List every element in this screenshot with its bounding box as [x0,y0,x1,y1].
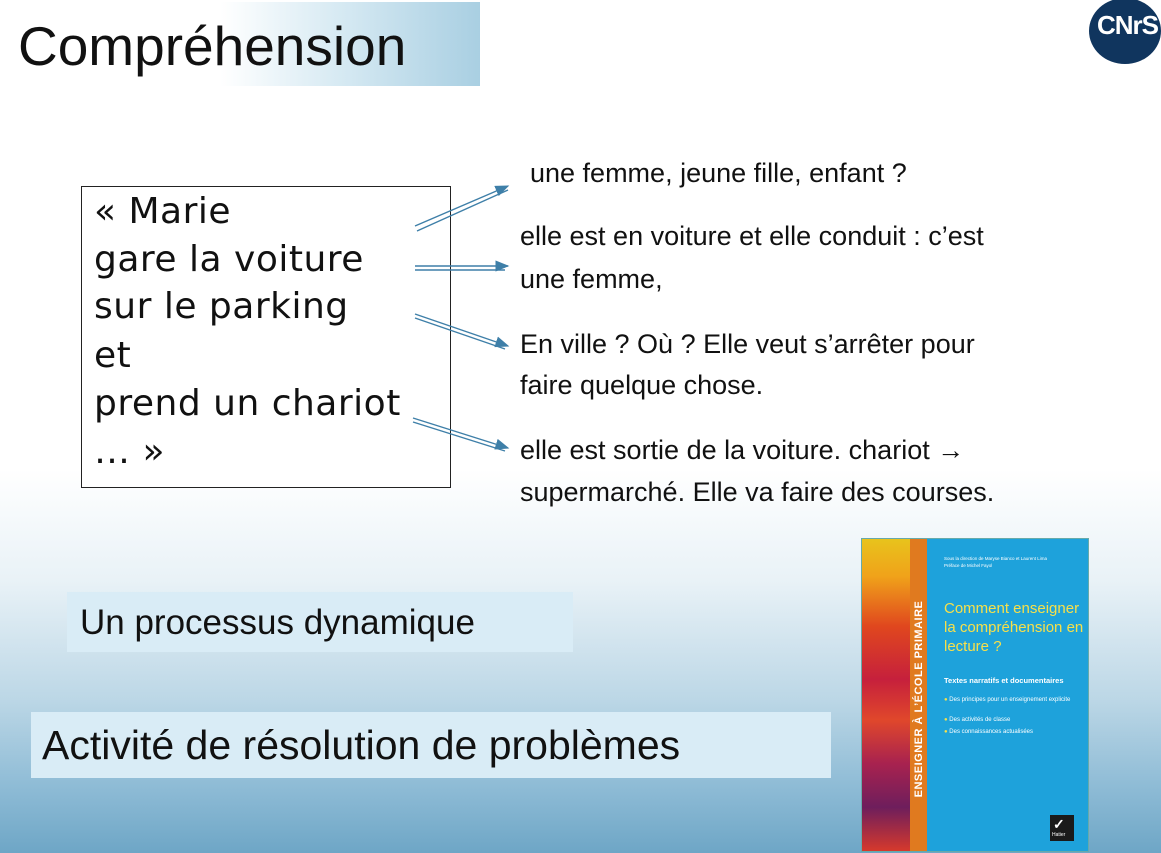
quote-line: prend un chariot [94,383,401,424]
book-bullet-text: Des activités de classe [949,717,1011,723]
book-title: Comment enseigner la compréhension en lecture ? [944,600,1084,655]
book-bullet: ● Des connaissances actualisées [944,729,1034,735]
book-preface: Préface de Michel Fayol [944,563,993,568]
quote-line: … » [94,431,165,472]
inference-2-line: elle est en voiture et elle conduit : c’est [520,221,984,251]
inference-3-line: faire quelque chose. [520,370,764,400]
page-title: Compréhension [18,15,407,77]
book-series: ENSEIGNER À L’ÉCOLE PRIMAIRE [913,600,925,798]
process-label: Un processus dynamique [80,603,475,642]
book-bullet: ● Des activités de classe [944,717,1011,723]
hatier-logo [1050,815,1074,841]
inference-2-line: une femme, [520,264,663,294]
quote-line: gare la voiture [94,239,364,280]
book-subtitle: Textes narratifs et documentaires [944,676,1064,685]
book-bullet-text: Des connaissances actualisées [949,729,1034,735]
activity-label: Activité de résolution de problèmes [42,722,681,768]
book-bullet: ● Des principes pour un enseignement explicite [944,697,1071,703]
quote-line: et [94,335,132,376]
check-icon: ✓ [1053,816,1065,832]
book-bullet-text: Des principes pour un enseignement explicite [949,697,1071,703]
book-direction: Sous la direction de Maryse Bianco et Laurent Lima [944,556,1048,561]
quote-box [81,186,451,488]
quote-line: « Marie [94,191,232,232]
publisher-name: Hatier [1052,832,1066,838]
inference-4-line: supermarché. Elle va faire des courses. [520,477,995,507]
quote-line: sur le parking [94,286,349,327]
inference-4-line: elle est sortie de la voiture. chariot → [520,435,965,465]
book-cover [861,538,1089,852]
inference-3-line: En ville ? Où ? Elle veut s’arrêter pour [520,329,975,359]
cnrs-logo: CNrS [1089,0,1161,64]
inference-1-line: une femme, jeune fille, enfant ? [530,158,907,188]
